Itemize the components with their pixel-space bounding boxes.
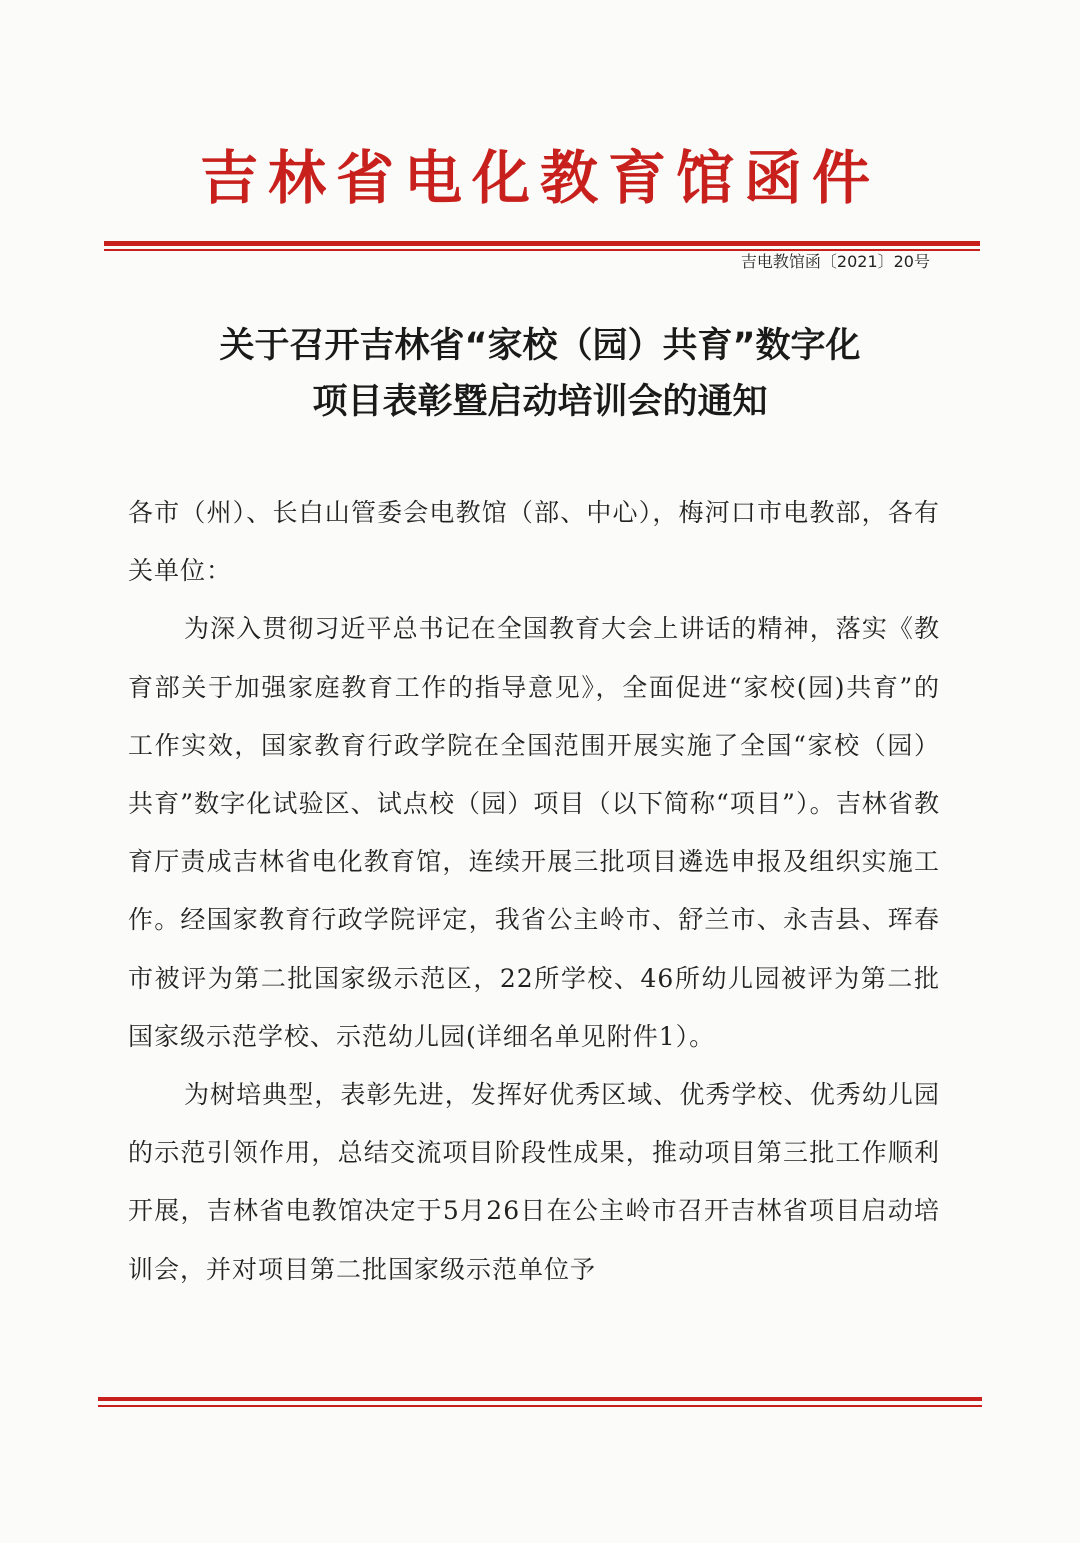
- footer-rule-thick: [98, 1397, 982, 1401]
- document-body: [128, 484, 940, 1299]
- document-title-line-1: 关于召开吉林省“家校（园）共育”数字化: [219, 326, 861, 366]
- footer-rule-thin: [98, 1405, 982, 1407]
- document-title-line-2: 项目表彰暨启动培训会的通知: [312, 382, 768, 422]
- document-number: 吉电教馆函〔2021〕20号: [740, 252, 930, 271]
- addressee: 各市（州）、长白山管委会电教馆（部、中心），梅河口市电教部，各有关单位：: [128, 498, 940, 586]
- document-title: [0, 318, 1080, 430]
- body-paragraph-1: 为深入贯彻习近平总书记在全国教育大会上讲话的精神，落实《教育部关于加强家庭教育工作的指导意见》，全面促进“家校(园)共育”的工作实效，国家教育行政学院在全国范围开展实施了全国“家校（园）共育”数字化试验区、试点校（园）项目（以下简称“项目”）。吉林省教育厅责成吉林省电化教育馆，连续开展三批项目遴选申报及组织实施工作。经国家教育行政学院评定，我省公主岭市、舒兰市、永吉县、珲春市被评为第二批国家级示范区，22所学校、46所幼儿园被评为第二批国家级示范学校、示范幼儿园(详细名单见附件1）。: [128, 614, 940, 1051]
- letterhead-rule-thick: [104, 241, 980, 246]
- body-paragraph-2: 为树培典型，表彰先进，发挥好优秀区域、优秀学校、优秀幼儿园的示范引领作用，总结交流项目阶段性成果，推动项目第三批工作顺利开展，吉林省电教馆决定于5月26日在公主岭市召开吉林省项目启动培训会，并对项目第二批国家级示范单位予: [128, 1080, 940, 1284]
- letterhead-title: 吉林省电化教育馆函件: [199, 144, 880, 212]
